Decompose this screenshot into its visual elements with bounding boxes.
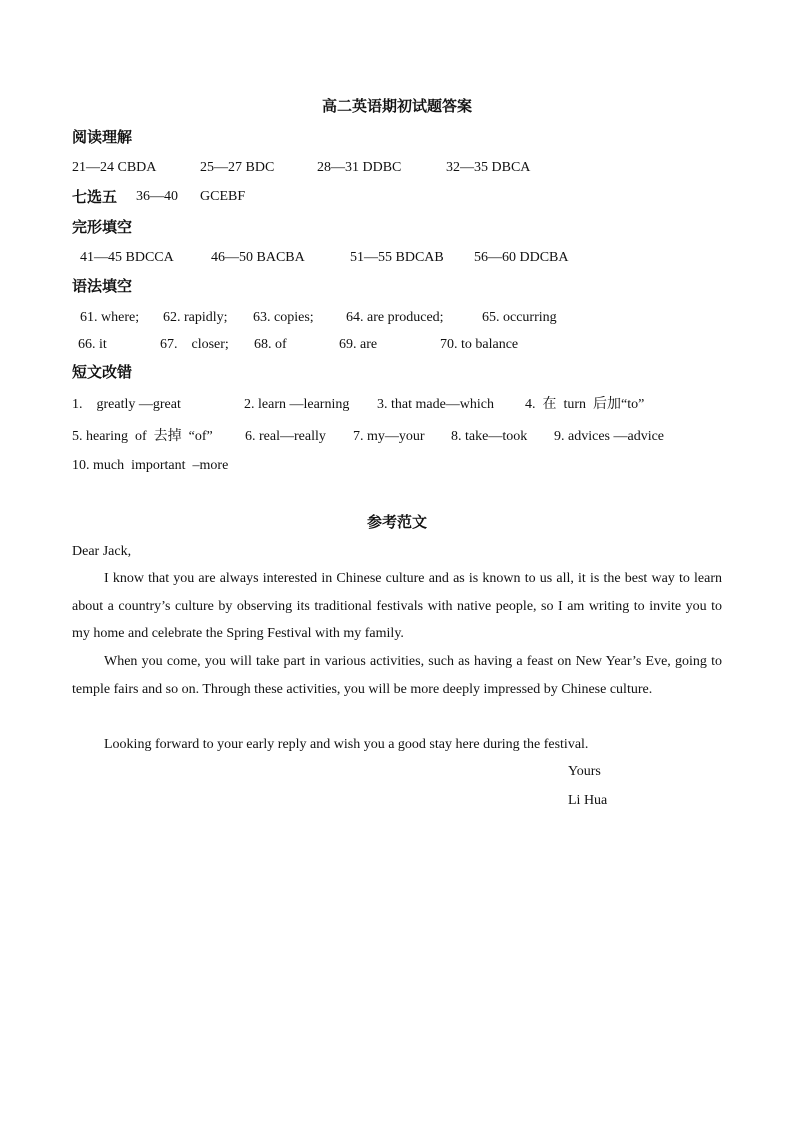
answer-item: 64. are produced; xyxy=(346,310,444,325)
answer-item: 6. real—really xyxy=(245,429,326,444)
answer-item: 2. learn —learning xyxy=(244,397,350,412)
answer-item: 63. copies; xyxy=(253,310,314,325)
essay-paragraph: Looking forward to your early reply and wish you a good stay here during the festival. xyxy=(104,737,589,752)
answer-item: 3. that made—which xyxy=(377,397,495,412)
essay-greeting: Dear Jack, xyxy=(72,544,132,559)
essay-paragraph: I know that you are always interested in Chinese culture and as is known to us all, it is the best way to learn about a country’s culture by observing its traditional festivals with native people, so I am writing to invite you to my home and celebrate the Spring Festival with my family. xyxy=(72,571,722,641)
essay-signature: Li Hua xyxy=(568,793,608,808)
answer-item: 32—35 DBCA xyxy=(446,160,531,175)
answer-range: 36—40 xyxy=(136,189,178,204)
essay-heading: 参考范文 xyxy=(366,513,427,531)
answer-item: 41—45 BDCCA xyxy=(80,250,174,265)
answer-item: 21—24 CBDA xyxy=(72,160,157,175)
essay-closing: Yours xyxy=(568,764,601,779)
answer-item: 8. take—took xyxy=(451,429,528,444)
section-heading-correction: 短文改错 xyxy=(72,363,133,381)
answer-item: 10. much important –more xyxy=(72,458,229,473)
answer-item: 1. greatly —great xyxy=(72,397,181,412)
essay-paragraph: When you come, you will take part in various activities, such as having a feast on New Year’s Eve, going to temple fairs and so on. Through these activities, you will be more deeply impressed by Chinese culture. xyxy=(72,654,722,697)
answer-item: 67. closer; xyxy=(160,337,229,352)
section-heading-reading: 阅读理解 xyxy=(72,128,133,146)
answer-item: 28—31 DDBC xyxy=(317,160,402,175)
answer-item: 66. it xyxy=(78,337,107,352)
section-heading-cloze: 完形填空 xyxy=(72,218,133,236)
answer-item: 7. my—your xyxy=(353,429,425,444)
answer-item: 25—27 BDC xyxy=(200,160,275,175)
answer-item: 68. of xyxy=(254,337,287,352)
section-heading-grammar: 语法填空 xyxy=(72,277,133,295)
answer-item: 56—60 DDCBA xyxy=(474,250,569,265)
section-heading-seven-five: 七选五 xyxy=(72,188,118,206)
answer-item: GCEBF xyxy=(200,189,246,204)
answer-item: 69. are xyxy=(339,337,378,352)
answer-item: 62. rapidly; xyxy=(163,310,228,325)
answer-item: 46—50 BACBA xyxy=(211,250,305,265)
answer-item: 4. 在 turn 后加“to” xyxy=(525,397,645,412)
answer-item: 70. to balance xyxy=(440,337,519,352)
answer-item: 9. advices —advice xyxy=(554,429,665,444)
answer-item: 65. occurring xyxy=(482,310,557,325)
page-title: 高二英语期初试题答案 xyxy=(321,97,472,115)
answer-item: 61. where; xyxy=(80,310,140,325)
answer-item: 5. hearing of 去掉 “of” xyxy=(72,429,213,444)
answer-item: 51—55 BDCAB xyxy=(350,250,444,265)
